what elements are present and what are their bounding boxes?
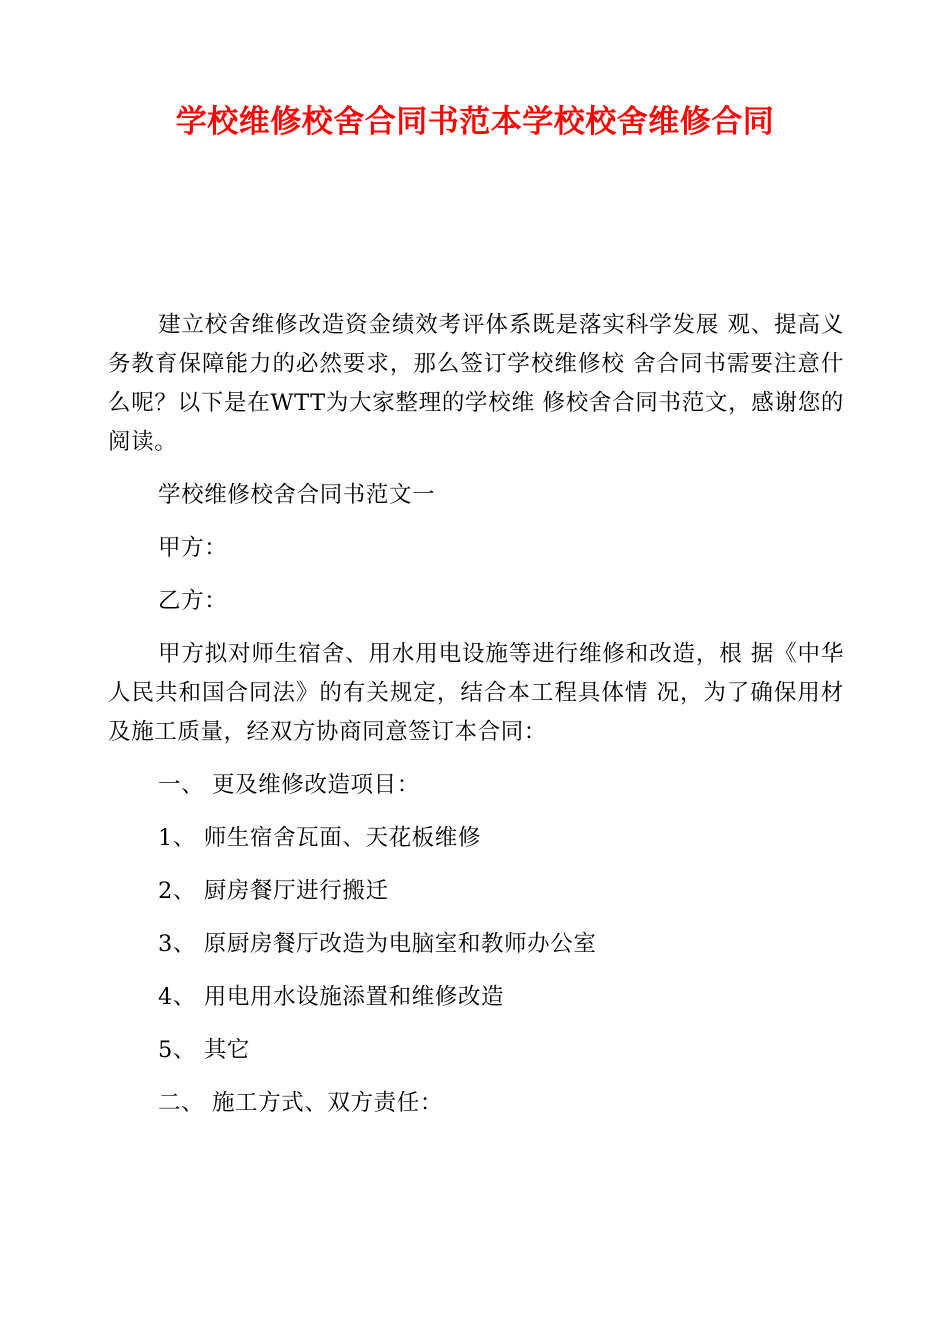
intro-paragraph: 建立校舍维修改造资金绩效考评体系既是落实科学发展 观、提高义务教育保障能力的必然要求，那么签订学校维修校 舍合同书需要注意什么呢？以下是在WTT为大家整理的学校维 修校舍合同书范文，感谢您的阅读。 <box>108 312 844 455</box>
list-item: 5、 其它 <box>158 1037 250 1063</box>
contract-heading: 学校维修校舍合同书范文一 <box>158 482 436 508</box>
section-one-heading: 一、 更及维修改造项目： <box>158 772 420 798</box>
contract-preamble: 甲方拟对师生宿舍、用水用电设施等进行维修和改造，根 据《中华人民共和国合同法》的有关规定，结合本工程具体情 况，为了确保用材及施工质量，经双方协商同意签订本合同： <box>108 641 844 745</box>
list-item: 4、 用电用水设施添置和维修改造 <box>158 984 505 1010</box>
document-title: 学校维修校舍合同书范本学校校舍维修合同 <box>175 104 775 140</box>
list-item: 3、 原厨房餐厅改造为电脑室和教师办公室 <box>158 931 597 957</box>
party-a-line: 甲方： <box>158 535 228 561</box>
list-item: 1、 师生宿舍瓦面、天花板维修 <box>158 825 481 851</box>
document-body <box>108 306 844 1137</box>
party-b-line: 乙方： <box>158 588 228 614</box>
section-two-heading: 二、 施工方式、双方责任： <box>158 1090 443 1116</box>
list-item: 2、 厨房餐厅进行搬迁 <box>158 878 389 904</box>
